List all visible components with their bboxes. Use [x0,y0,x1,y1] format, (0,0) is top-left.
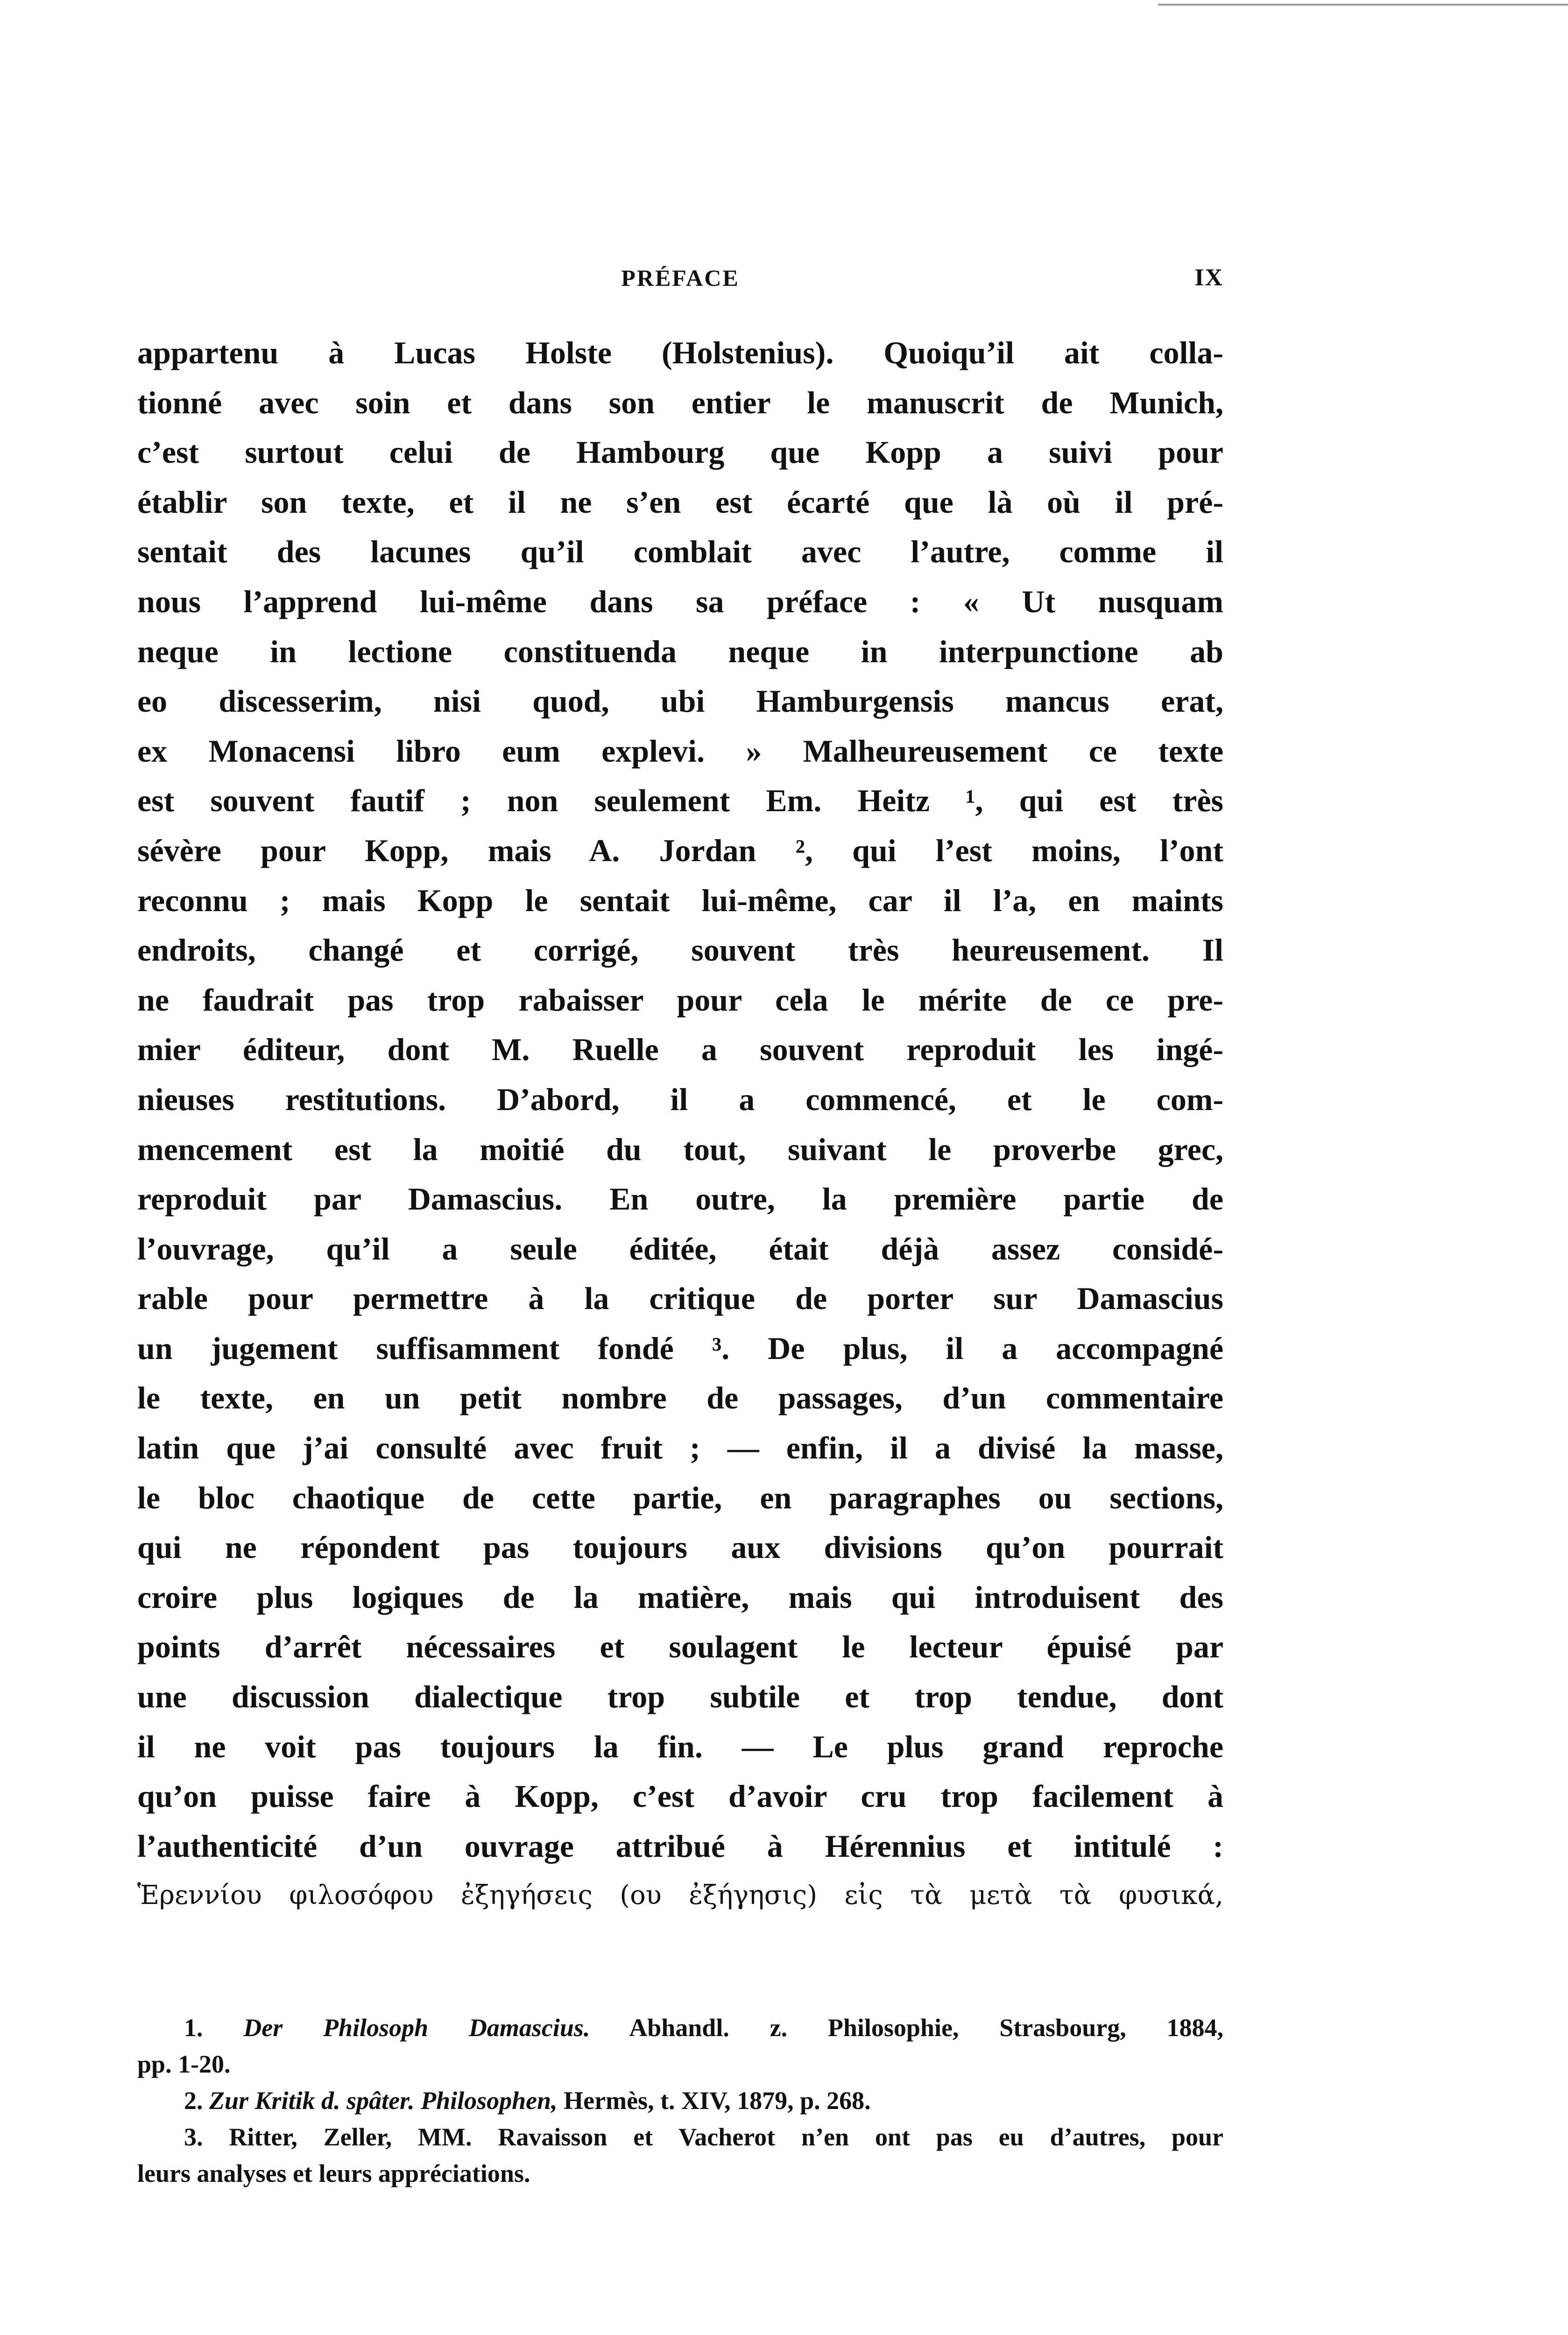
page-number: IX [1194,264,1223,291]
greek-title-line: Ἑρεννίου φιλοσόφου ἐξηγήσεις (ου ἐξήγησις) εἰς τὰ μετὰ τὰ φυσικά, [137,1880,1223,1911]
footnote-text: Ritter, Zeller, MM. Ravaisson et Vacherot n’en ont pas eu d’autres, pour [229,2123,1224,2151]
text-line: le texte, en un petit nombre de passages, d’un commentaire [137,1380,1223,1416]
text-line: il ne voit pas toujours la fin. — Le plus grand reproche [137,1728,1223,1764]
text-line: reproduit par Damascius. En outre, la première partie de [137,1181,1223,1217]
footnote-text: Hermès, t. XIV, 1879, p. 268. [564,2087,871,2115]
text-line: eo discesserim, nisi quod, ubi Hamburgensis mancus erat, [137,683,1223,719]
running-title: PRÉFACE [621,265,740,291]
footnote-number: 3. [184,2123,203,2151]
text-line: sévère pour Kopp, mais A. Jordan ², qui l’est moins, l’ont [137,832,1223,868]
text-line: mier éditeur, dont M. Ruelle a souvent reproduit les ingé- [137,1032,1223,1068]
text-line: sentait des lacunes qu’il comblait avec l’autre, comme il [137,534,1223,570]
footnote-1 [137,2010,1223,2046]
top-edge-rule [1158,4,1568,6]
footnote-3-continuation: leurs analyses et leurs appréciations. [137,2159,530,2187]
footnote-number: 1. [184,2014,203,2042]
text-line: nieuses restitutions. D’abord, il a commencé, et le com- [137,1081,1223,1117]
text-line: établir son texte, et il ne s’en est écarté que là où il pré- [137,484,1223,520]
text-line: endroits, changé et corrigé, souvent très heureusement. Il [137,932,1223,968]
text-line: l’ouvrage, qu’il a seule éditée, était déjà assez considé- [137,1231,1223,1267]
text-line: points d’arrêt nécessaires et soulagent le lecteur épuisé par [137,1629,1223,1665]
text-line: mencement est la moitié du tout, suivant le proverbe grec, [137,1131,1223,1167]
text-line: latin que j’ai consulté avec fruit ; — enfin, il a divisé la masse, [137,1430,1223,1466]
footnotes [137,2010,1223,2192]
footnote-number: 2. [184,2087,203,2115]
text-line: ne faudrait pas trop rabaisser pour cela le mérite de ce pre- [137,982,1223,1018]
text-line: un jugement suffisamment fondé ³. De plus, il a accompagné [137,1330,1223,1366]
footnote-2 [137,2082,1223,2119]
text-line: reconnu ; mais Kopp le sentait lui-même, car il l’a, en maints [137,882,1223,918]
text-line: appartenu à Lucas Holste (Holstenius). Quoiqu’il ait colla- [137,335,1223,370]
body-text [137,328,1223,1921]
text-line: rable pour permettre à la critique de porter sur Damascius [137,1281,1223,1316]
text-line: le bloc chaotique de cette partie, en paragraphes ou sections, [137,1479,1223,1515]
text-line: qui ne répondent pas toujours aux divisions qu’on pourrait [137,1529,1223,1565]
text-line: une discussion dialectique trop subtile et trop tendue, dont [137,1679,1223,1715]
text-line: tionné avec soin et dans son entier le manuscrit de Munich, [137,384,1223,420]
text-line: c’est surtout celui de Hambourg que Kopp a suivi pour [137,434,1223,470]
footnote-1-continuation: pp. 1-20. [137,2050,231,2078]
text-line: est souvent fautif ; non seulement Em. Heitz ¹, qui est très [137,783,1223,819]
text-line: croire plus logiques de la matière, mais qui introduisent des [137,1579,1223,1615]
text-line: ex Monacensi libro eum explevi. » Malheureusement ce texte [137,733,1223,769]
text-line: qu’on puisse faire à Kopp, c’est d’avoir cru trop facilement à [137,1778,1223,1814]
running-head [137,262,1223,294]
footnote-title: Zur Kritik d. spâter. Philosophen, [209,2087,558,2115]
text-line: nous l’apprend lui-même dans sa préface : « Ut nusquam [137,583,1223,619]
text-line: l’authenticité d’un ouvrage attribué à Hérennius et intitulé : [137,1828,1223,1864]
text-line: neque in lectione constituenda neque in interpunctione ab [137,633,1223,669]
footnote-title: Der Philosoph Damascius. [243,2014,590,2042]
footnote-3 [137,2119,1223,2155]
footnote-text: Abhandl. z. Philosophie, Strasbourg, 1884, [629,2014,1223,2042]
